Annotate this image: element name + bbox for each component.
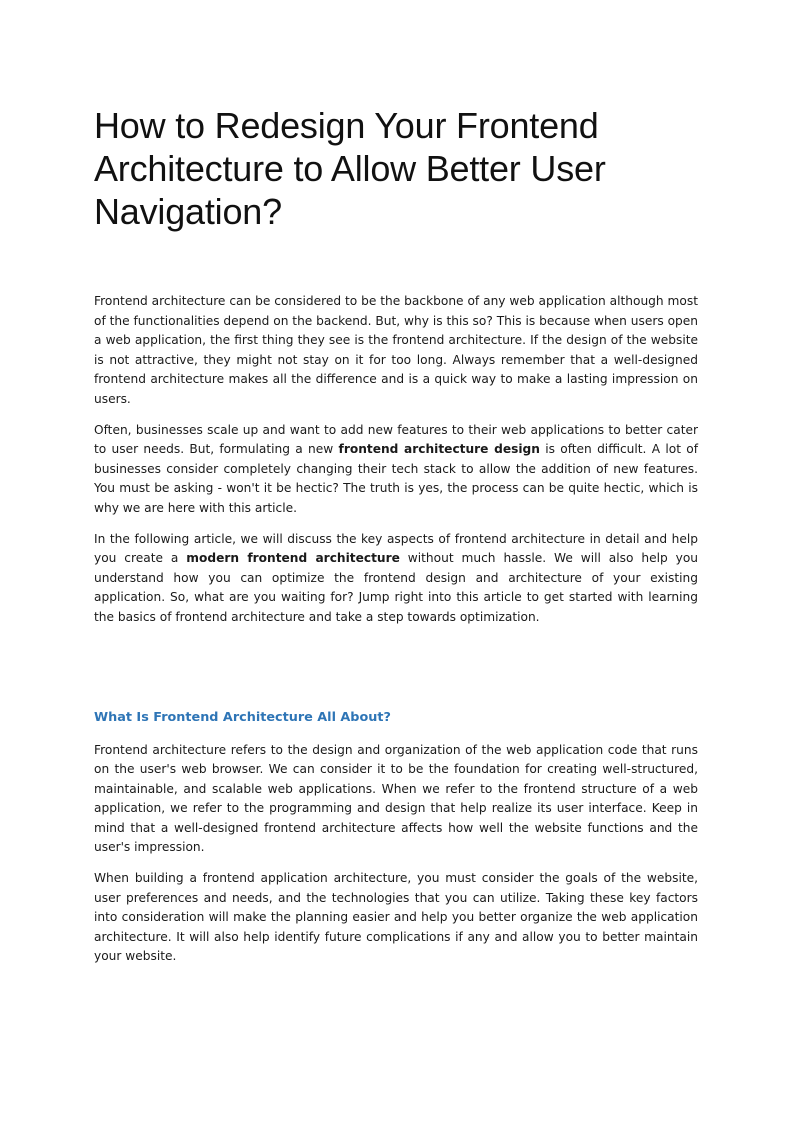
intro-paragraph-2-text-before: Often, businesses scale up and want to add new features to their web applications to better cater to user needs. But, formulating a new — [94, 422, 698, 457]
intro-section — [94, 292, 698, 628]
intro-paragraph-3 — [94, 530, 698, 628]
section-heading-frontend-architecture: What Is Frontend Architecture All About? — [94, 709, 391, 725]
intro-paragraph-3-text-before: In the following article, we will discuss the key aspects of frontend architecture in detail and help you create a — [94, 531, 698, 566]
intro-paragraph-1: Frontend architecture can be considered to be the backbone of any web application although most of the functionalities depend on the backend. But, why is this so? This is because when users open a web application, the first thing they see is the frontend architecture. If the design of the website is not attractive, they might not stay on it for too long. Always remember that a well-designed frontend architecture makes all the difference and is a quick way to make a lasting impression on users. — [94, 294, 698, 406]
frontend-architecture-design-emphasis: frontend architecture design — [338, 442, 540, 457]
section-1-paragraph-1: Frontend architecture refers to the design and organization of the web application code that runs on the user's web browser. We can consider it to be the foundation for creating well-structured, maintainable, and scalable web applications. When we refer to the frontend structure of a web application, we refer to the programming and design that help realize its user interface. Keep in mind that a well-designed frontend architecture affects how well the website functions and the user's impression. — [94, 742, 698, 855]
section-1-paragraph-2: When building a frontend application architecture, you must consider the goals of the website, user preferences and needs, and the technologies that you can utilize. Taking these key factors into consideration will make the planning easier and help you better organize the web application architecture. It will also help identify future complications if any and allow you to better maintain your website. — [94, 871, 698, 964]
page-title: How to Redesign Your Frontend Architecture to Allow Better User Navigation? — [94, 105, 606, 232]
intro-paragraph-2-text-after: is often difficult. A lot of businesses consider completely changing their tech stack to allow the addition of new features. You must be asking - won't it be hectic? The truth is yes, the process can be quite hectic, which is why we are here with this article. — [94, 442, 699, 515]
modern-frontend-architecture-emphasis: modern frontend architecture — [186, 551, 400, 566]
document-content — [94, 104, 698, 978]
intro-paragraph-3-text-after: without much hassle. We will also help you understand how you can optimize the frontend design and architecture of your existing application. So, what are you waiting for? Jump right into this article to get started with learning the basics of frontend architecture and take a step towards optimization. — [94, 551, 699, 624]
intro-paragraph-2 — [94, 421, 698, 519]
